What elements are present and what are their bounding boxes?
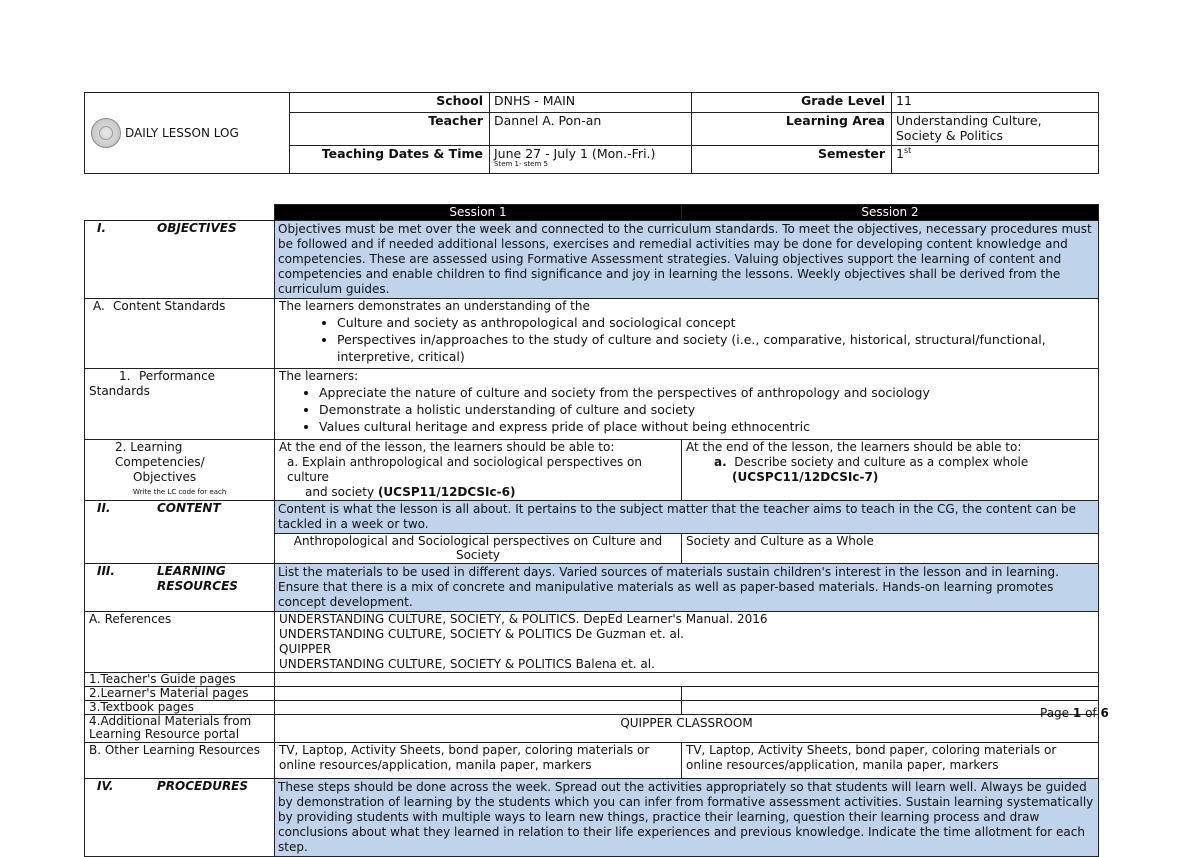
learning-area-value <box>892 113 1099 146</box>
dates-label: Teaching Dates & Time <box>290 146 490 174</box>
section-title-cont: RESOURCES <box>157 579 238 593</box>
item-number: A. <box>93 299 105 313</box>
header-table <box>84 92 1099 174</box>
page-total: 6 <box>1100 706 1109 720</box>
other-resources-s1: TV, Laptop, Activity Sheets, bond paper, coloring materials or online resources/application, manila paper, markers <box>275 743 682 779</box>
learning-area-label: Learning Area <box>692 113 892 146</box>
resources-note: List the materials to be used in different days. Varied sources of materials sustain children's interest in the lesson and in learning. Ensure that there is a mix of concrete and manipulative materials as well as paper-based materials. Hands-on learning promotes concept development. <box>275 564 1099 612</box>
reference-line: UNDERSTANDING CULTURE, SOCIETY & POLITICS De Guzman et. al. <box>279 627 684 641</box>
item-number: 1. <box>119 369 131 383</box>
content-standards-list <box>279 314 1094 365</box>
procedures-heading <box>85 779 275 857</box>
competencies-session-2 <box>682 440 1099 501</box>
of-word: of <box>1085 706 1097 720</box>
page-footer <box>1040 706 1109 720</box>
item-number: 2. <box>115 440 127 454</box>
list-item: • Values cultural heritage and express pride of place without being ethnocentric <box>319 418 1094 435</box>
section-title: PROCEDURES <box>157 779 249 793</box>
dates-value <box>490 146 692 174</box>
textbook-label: 3.Textbook pages <box>85 701 275 715</box>
semester-number: 1 <box>896 146 904 162</box>
performance-standards-body <box>275 369 1099 440</box>
semester-suffix: st <box>903 146 912 155</box>
content-session-2: Society and Culture as a Whole <box>682 534 1099 564</box>
dates-subtext: Stem 1- stem 5 <box>494 160 548 168</box>
semester-value <box>892 146 1099 174</box>
competency-item <box>686 455 1094 470</box>
additional-materials-label <box>85 715 275 743</box>
competency-text: Describe society and culture as a complex whole <box>734 455 1029 469</box>
semester-label: Semester <box>692 146 892 174</box>
learner-material-s1 <box>275 687 682 701</box>
learner-material-s2 <box>682 687 1099 701</box>
page-word: Page <box>1040 706 1070 720</box>
competency-text: a. Explain anthropological and sociological perspectives on culture <box>287 455 642 484</box>
item-label-cont: Objectives <box>133 470 197 484</box>
list-item: • Perspectives in/approaches to the study of culture and society (i.e., comparative, historical, structural/functional, interpretive, critical) <box>337 331 1094 365</box>
competency-item <box>279 455 677 485</box>
school-label: School <box>290 93 490 113</box>
objectives-note: Objectives must be met over the week and connected to the curriculum standards. To meet the objectives, necessary procedures must be followed and if needed additional lessons, exercises and remedial activities may be done for developing content knowledge and competencies. These are assessed using Formative Assessment strategies. Valuing objectives support the learning of content and competencies and enable children to find significance and joy in learning the lessons. Weekly objectives shall be derived from the curriculum guides. <box>275 221 1099 299</box>
section-number: I. <box>97 221 107 235</box>
competency-intro: At the end of the lesson, the learners should be able to: <box>686 440 1022 454</box>
performance-standards-label <box>85 369 275 440</box>
learner-material-label: 2.Learner's Material pages <box>85 687 275 701</box>
competency-letter: a. <box>714 455 727 469</box>
grade-label: Grade Level <box>692 93 892 113</box>
logo-cell <box>85 93 290 174</box>
content-heading <box>85 501 275 564</box>
item-label: Learning Competencies/ <box>115 440 205 469</box>
competency-item-cont <box>279 485 677 500</box>
section-title: CONTENT <box>157 501 221 515</box>
content-standards-label <box>85 299 275 369</box>
textbook-s2 <box>682 701 1099 715</box>
teacher-guide-label: 1.Teacher's Guide pages <box>85 673 275 687</box>
teacher-value: Dannel A. Pon-an <box>490 113 692 146</box>
item-label: Performance Standards <box>89 369 216 398</box>
section-title: OBJECTIVES <box>157 221 237 235</box>
competency-code: (UCSP11/12DCSIc-6) <box>377 485 516 499</box>
reference-line: UNDERSTANDING CULTURE, SOCIETY & POLITICS Balena et. al. <box>279 657 655 671</box>
objectives-heading <box>85 221 275 299</box>
procedures-note: These steps should be done across the week. Spread out the activities appropriately so that students will learn well. Always be guided by demonstration of learning by the students which you can infer from formative assessment activities. Sustain learning systematically by providing students with multiple ways to learn new things, practice their learning, question their learning process and draw conclusions about what they learned in relation to their life experiences and previous knowledge. Indicate the time allotment for each step. <box>275 779 1099 857</box>
performance-standards-intro: The learners: <box>279 369 359 383</box>
content-standards-intro: The learners demonstrates an understanding of the <box>279 299 590 313</box>
resources-heading <box>85 564 275 612</box>
competencies-note: Write the LC code for each <box>133 488 227 496</box>
textbook-s1 <box>275 701 682 715</box>
additional-label-1: 4.Additional Materials from <box>89 714 252 728</box>
list-item: • Appreciate the nature of culture and society from the perspectives of anthropology and sociology <box>319 384 1094 401</box>
section-number: III. <box>97 564 115 578</box>
competencies-session-1 <box>275 440 682 501</box>
learning-area-line-1: Understanding Culture, <box>896 113 1042 128</box>
list-item: • Culture and society as anthropological and sociological concept <box>337 314 1094 331</box>
references-body <box>275 612 1099 673</box>
list-item: • Demonstrate a holistic understanding of culture and society <box>319 401 1094 418</box>
section-number: II. <box>97 501 111 515</box>
section-number: IV. <box>97 779 114 793</box>
blank-corner <box>85 205 275 221</box>
other-resources-s2: TV, Laptop, Activity Sheets, bond paper, coloring materials or online resources/application, manila paper, markers <box>682 743 1099 779</box>
deped-seal-icon <box>91 118 121 148</box>
item-label: Content Standards <box>113 299 226 313</box>
document-title: DAILY LESSON LOG <box>125 126 239 140</box>
competency-intro: At the end of the lesson, the learners should be able to: <box>279 440 615 454</box>
additional-materials-value: QUIPPER CLASSROOM <box>275 715 1099 743</box>
additional-label-2: Learning Resource portal <box>89 727 240 741</box>
content-session-1: Anthropological and Sociological perspectives on Culture and Society <box>275 534 682 564</box>
session-2-header: Session 2 <box>682 205 1099 221</box>
dates-text: June 27 - July 1 (Mon.-Fri.) <box>494 146 656 161</box>
other-resources-label: B. Other Learning Resources <box>85 743 275 779</box>
grade-value: 11 <box>892 93 1099 113</box>
school-value: DNHS - MAIN <box>490 93 692 113</box>
competency-text-cont: and society <box>305 485 375 499</box>
competencies-label <box>85 440 275 501</box>
content-standards-body <box>275 299 1099 369</box>
page-number: 1 <box>1072 706 1082 720</box>
references-label: A. References <box>85 612 275 673</box>
teacher-label: Teacher <box>290 113 490 146</box>
learning-area-line-2: Society & Politics <box>896 128 1004 143</box>
content-note: Content is what the lesson is all about. It pertains to the subject matter that the teacher aims to teach in the CG, the content can be tackled in a week or two. <box>275 501 1099 534</box>
section-title: LEARNING <box>157 564 226 578</box>
competency-code: (UCSPC11/12DCSIc-7) <box>732 470 879 484</box>
reference-line: UNDERSTANDING CULTURE, SOCIETY, & POLITICS. DepEd Learner's Manual. 2016 <box>279 612 768 626</box>
reference-line: QUIPPER <box>279 642 332 656</box>
performance-standards-list <box>279 384 1094 435</box>
lesson-table <box>84 204 1099 857</box>
session-1-header: Session 1 <box>275 205 682 221</box>
teacher-guide-value <box>275 673 1099 687</box>
